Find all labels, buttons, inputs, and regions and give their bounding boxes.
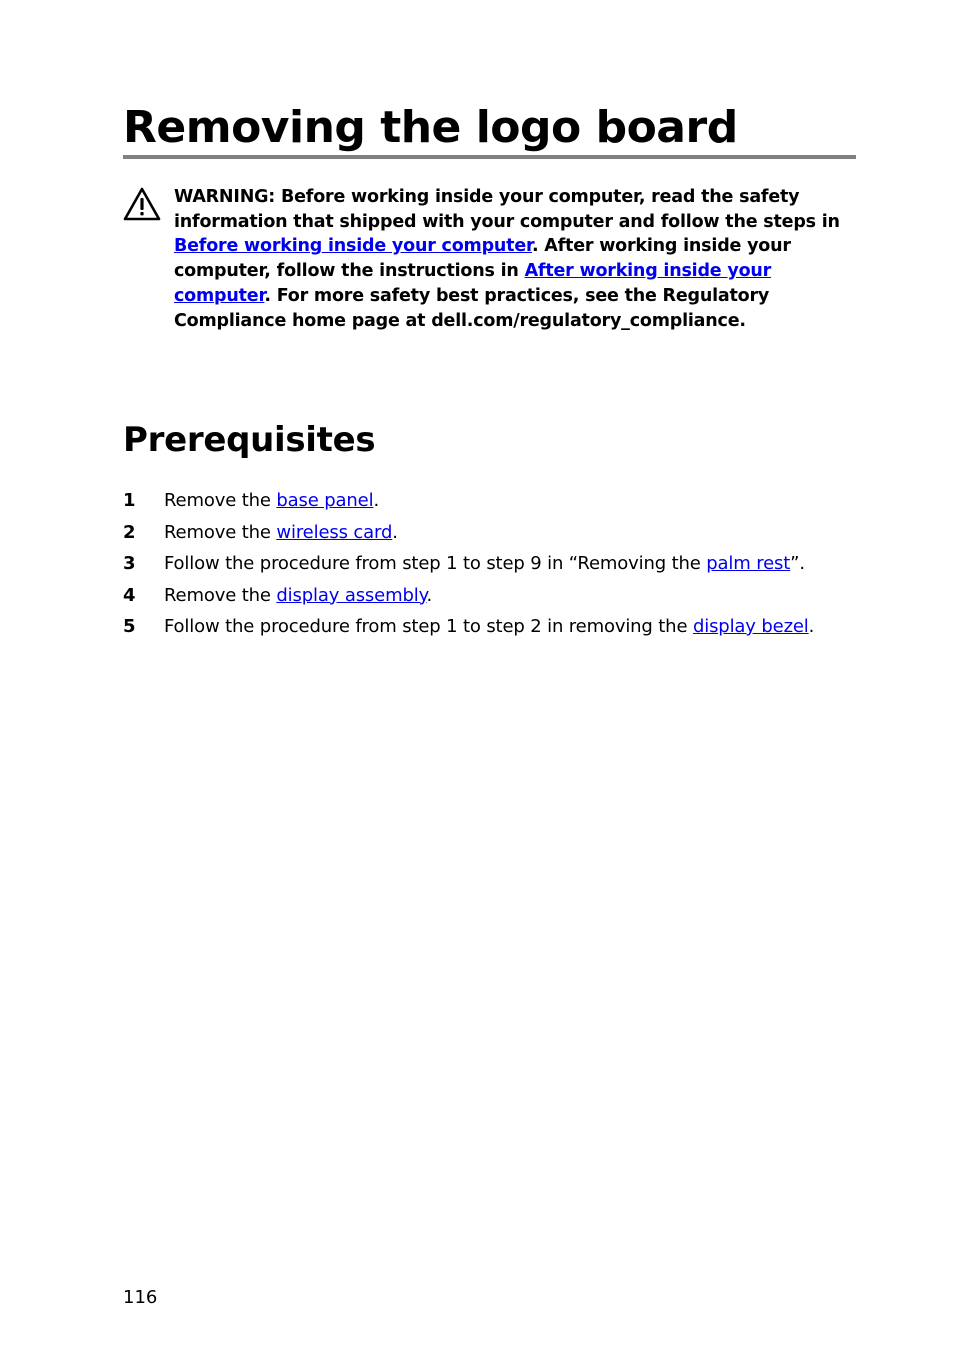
step-text-after: ”. [790,553,805,574]
step-text-before: Remove the [164,521,277,543]
page-number: 116 [123,1287,158,1308]
page-title: Removing the logo board [123,102,738,153]
step-text [164,485,379,517]
before-working-link[interactable]: Before working inside your computer [174,236,532,257]
step-item-1 [123,485,853,517]
step-number: 1 [123,490,136,511]
step-text-before: Remove the [164,490,277,511]
step-text [164,580,432,612]
step-item-2 [123,517,853,549]
prerequisites-heading: Prerequisites [123,420,376,460]
step-number: 2 [123,521,136,543]
warning-triangle-icon [123,187,161,221]
step-text-after: . [392,521,398,543]
step-text [164,517,398,549]
step-number: 3 [123,553,136,574]
step-number: 4 [123,584,136,606]
step-text-after: . [373,490,380,511]
step-item-5 [123,611,853,643]
after-working-link[interactable]: After working inside your computer [174,261,772,306]
step-text [164,611,814,643]
warning-text-part-2: . After working inside your computer, follow the instructions in [174,236,791,282]
warning-notice [174,185,854,333]
step-item-3 [123,548,853,580]
wireless-card-link[interactable]: wireless card [276,521,393,543]
step-text-before: Remove the [164,584,277,606]
step-text-before: Follow the procedure from step 1 to step 9 in “Removing the [164,553,707,574]
step-item-4 [123,580,853,612]
base-panel-link[interactable]: base panel [276,490,374,511]
warning-text-part-3: . For more safety best practices, see the Regulatory Compliance home page at dell.com/regulatory_compliance. [174,285,770,331]
prerequisites-step-list [123,485,853,643]
step-text-after: . [426,584,433,606]
title-underline-rule [123,155,856,159]
step-text-after: . [808,616,815,637]
display-assembly-link[interactable]: display assembly [276,584,427,606]
palm-rest-link[interactable]: palm rest [706,553,791,574]
step-text-before: Follow the procedure from step 1 to step 2 in removing the [164,616,693,637]
warning-text-part-1: WARNING: Before working inside your computer, read the safety information that shipped with your computer and follow the steps in [174,187,840,232]
step-number: 5 [123,616,136,637]
step-text [164,548,805,580]
display-bezel-link[interactable]: display bezel [692,616,809,637]
